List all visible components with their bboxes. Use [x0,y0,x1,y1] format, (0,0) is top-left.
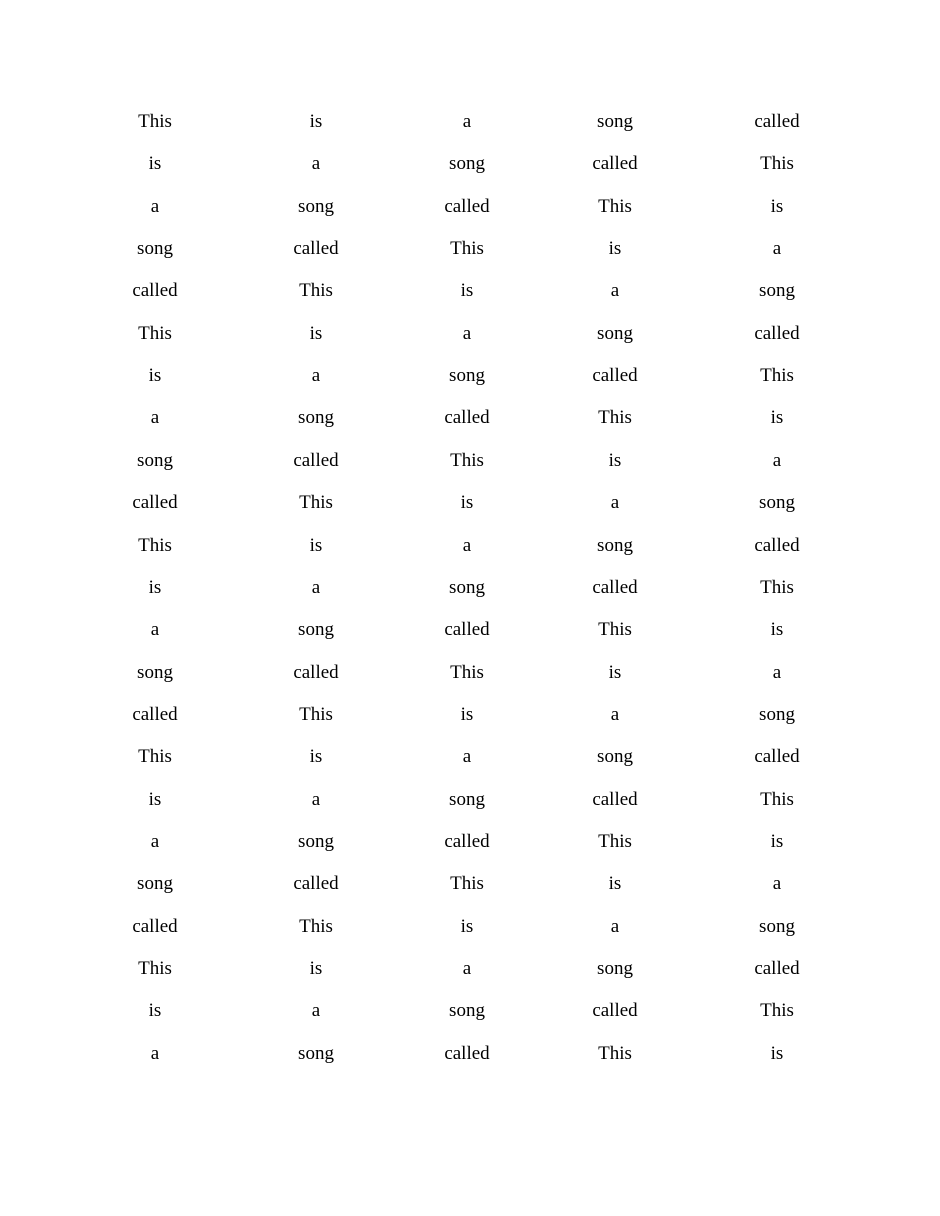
grid-word: called [444,407,490,429]
grid-word: is [309,322,323,344]
grid-word: called [754,322,800,344]
grid-word: called [444,195,490,217]
grid-word: song [137,873,173,895]
grid-word: called [592,1000,638,1022]
grid-word: called [132,492,178,514]
grid-word: a [311,153,321,175]
grid-word: is [148,1000,162,1022]
grid-word: a [311,365,321,387]
grid-word: song [449,153,485,175]
grid-word: called [444,1042,490,1064]
grid-word: called [293,661,339,683]
grid-word: This [598,1042,632,1064]
grid-word: song [759,915,795,937]
grid-word: song [137,449,173,471]
grid-word: a [772,661,782,683]
grid-word: This [299,915,333,937]
grid-word: called [592,365,638,387]
grid-word: is [770,619,784,641]
grid-word: a [462,534,472,556]
grid-word: is [770,407,784,429]
grid-word: This [138,322,172,344]
grid-word: a [311,788,321,810]
grid-word: a [610,280,620,302]
grid-word: song [597,746,633,768]
grid-word: song [298,407,334,429]
grid-word: song [759,492,795,514]
grid-word: is [608,449,622,471]
grid-word: a [462,746,472,768]
grid-word: a [150,830,160,852]
grid-word: This [760,788,794,810]
grid-word: called [132,280,178,302]
grid-word: This [138,746,172,768]
grid-word: is [770,1042,784,1064]
grid-word: This [450,449,484,471]
grid-word: is [148,153,162,175]
grid-word: This [299,703,333,725]
grid-word: This [450,238,484,260]
grid-word: called [754,111,800,132]
grid-word: This [760,1000,794,1022]
grid-word: is [148,576,162,598]
grid-word: This [598,619,632,641]
grid-word: called [293,873,339,895]
grid-word: called [293,238,339,260]
grid-word: a [311,1000,321,1022]
grid-word: called [592,788,638,810]
grid-word: a [462,111,472,132]
grid-word: called [592,576,638,598]
grid-word: called [132,915,178,937]
grid-word: This [760,153,794,175]
grid-word: a [311,576,321,598]
grid-word: is [608,238,622,260]
grid-word: a [610,492,620,514]
grid-word: This [760,576,794,598]
grid-word: a [150,195,160,217]
grid-word: song [298,619,334,641]
grid-word: This [138,534,172,556]
grid-word: song [597,322,633,344]
grid-word: is [309,534,323,556]
grid-word: is [309,111,323,132]
grid-word: This [598,195,632,217]
grid-word: is [309,958,323,979]
grid-word: This [450,873,484,895]
grid-word: is [460,915,474,937]
grid-word: This [598,407,632,429]
grid-word: is [309,746,323,768]
grid-word: song [759,703,795,725]
grid-word: song [298,1042,334,1064]
grid-word: is [770,830,784,852]
grid-word: This [760,365,794,387]
grid-word: called [293,449,339,471]
grid-word: song [597,111,633,132]
grid-word: a [610,915,620,937]
grid-word: is [608,873,622,895]
grid-word: is [460,703,474,725]
grid-word: called [754,958,800,979]
grid-word: is [148,365,162,387]
grid-word: song [449,788,485,810]
grid-word: song [597,534,633,556]
grid-word: song [137,238,173,260]
grid-word: called [444,619,490,641]
grid-word: a [772,449,782,471]
grid-word: called [754,746,800,768]
grid-word: a [462,322,472,344]
grid-word: a [772,238,782,260]
grid-word: is [148,788,162,810]
grid-word: song [137,661,173,683]
grid-word: This [450,661,484,683]
grid-word: This [299,492,333,514]
grid-word: song [449,1000,485,1022]
grid-word: is [460,492,474,514]
grid-word: a [150,1042,160,1064]
grid-word: a [150,619,160,641]
grid-word: This [299,280,333,302]
grid-word: called [592,153,638,175]
grid-word: song [449,365,485,387]
grid-word: called [132,703,178,725]
grid-word: This [138,111,172,132]
grid-word: is [460,280,474,302]
grid-word: This [138,958,172,979]
grid-word: song [597,958,633,979]
grid-word: song [759,280,795,302]
grid-word: a [462,958,472,979]
grid-word: a [150,407,160,429]
grid-word: song [298,830,334,852]
grid-word: is [770,195,784,217]
grid-word: song [449,576,485,598]
grid-word: is [608,661,622,683]
grid-word: a [772,873,782,895]
grid-word: This [598,830,632,852]
grid-word: song [298,195,334,217]
grid-word: called [754,534,800,556]
grid-word: called [444,830,490,852]
grid-word: a [610,703,620,725]
